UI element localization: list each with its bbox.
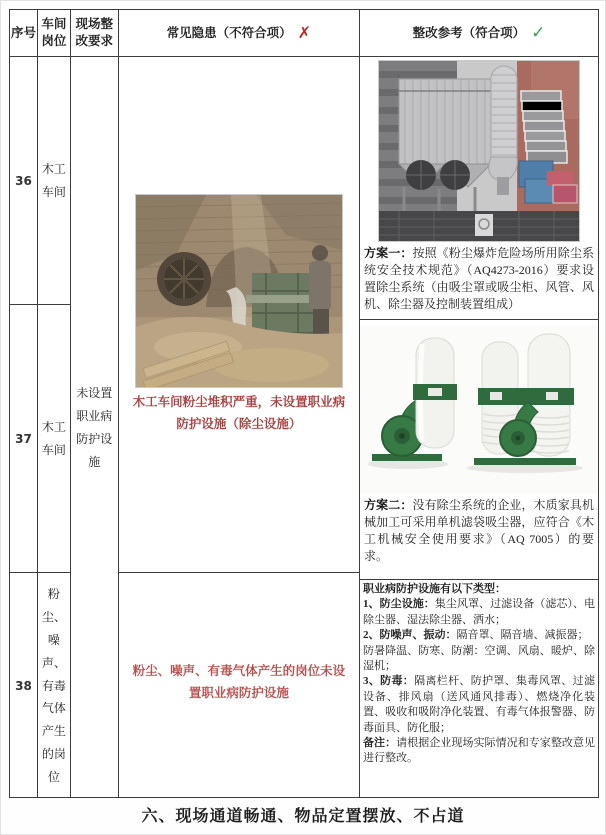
hazard-caption-36-37: 木工车间粉尘堆积严重，未设置职业病防护设施（除尘设施）	[132, 395, 346, 431]
hazard-cell-36-37	[119, 57, 359, 573]
header-reference-label: 整改参考（符合项）	[412, 25, 526, 40]
dust-collection-system-photo-graphic	[379, 61, 579, 241]
plan2-text	[360, 494, 598, 565]
types-note: 备注：请根据企业现场实际情况和专家整改意见进行整改。	[363, 736, 596, 765]
types-item-dust: 1、防尘设施：集尘风罩、过滤设备（滤芯）、电除尘器、湿法除尘器、洒水；	[363, 598, 596, 626]
hazard-caption-38: 粉尘、噪声、有毒气体产生的岗位未设置职业病防护设施	[132, 664, 346, 700]
pass-check-icon: ✓	[531, 22, 546, 43]
dusty-workshop-photo	[135, 194, 343, 388]
types-item-noise: 2、防噪声、振动：隔音罩、隔音墙、减振器；	[363, 629, 589, 642]
plan2-body: 没有除尘系统的企业，木质家具机械加工可采用单机滤袋吸尘器，应符合《木工机械安全使用要求》（AQ 7005）的要求。	[364, 498, 594, 564]
dusty-workshop-photo-graphic	[136, 195, 342, 387]
hazard-cell-38	[119, 573, 359, 792]
row37-serial: 37	[15, 431, 32, 446]
requirement-merged-text: 未设置职业病防护设施	[76, 386, 113, 469]
header-hazards-label: 常见隐患（不符合项）	[166, 25, 292, 40]
column-workshop	[37, 10, 70, 797]
column-serial	[10, 10, 37, 797]
column-hazards	[118, 10, 359, 797]
row37-workshop: 木工车间	[41, 419, 66, 457]
inspection-table	[9, 9, 599, 798]
reference-cell-38	[360, 580, 598, 799]
column-reference	[359, 10, 598, 797]
header-requirement: 现场整改要求	[71, 10, 118, 57]
header-serial: 序号	[10, 10, 37, 57]
row38-serial: 38	[15, 679, 32, 693]
header-workshop: 车间岗位	[38, 10, 70, 57]
types-item-poison: 3、防毒：隔离栏杆、防护罩、集毒风罩、过滤设备、排风扇（送风通风排毒）、燃烧净化装置、吸收和吸附净化装置、有毒气体报警器、防毒面具、防化服；	[363, 675, 595, 734]
reference-cell-36	[360, 57, 598, 320]
plan1-label: 方案一：	[364, 246, 413, 260]
row38-workshop: 粉尘、噪声、有毒气体产生的岗位	[41, 587, 66, 784]
column-requirement	[70, 10, 118, 797]
plan1-body: 按照《粉尘爆炸危险场所用除尘系统安全技术规范》（AQ4273-2016）要求设置除尘系统（由吸尘罩或吸尘柜、风管、风机、除尘器及控制装置组成）	[364, 246, 594, 312]
types-title: 职业病防护设施有以下类型：	[363, 583, 506, 595]
header-hazards	[119, 10, 359, 57]
plan2-label: 方案二：	[364, 498, 413, 512]
row36-workshop: 木工车间	[41, 161, 66, 199]
types-item-heat: 防暑降温、防寒、防潮：空调、风扇、暖炉、除湿机；	[363, 644, 595, 672]
reference-cell-37	[360, 320, 598, 580]
section-footer-title: 六、现场通道畅通、物品定置摆放、不占道	[141, 808, 465, 825]
header-reference	[360, 10, 598, 57]
fail-x-icon: ✗	[297, 23, 312, 43]
types-list	[360, 580, 598, 769]
row36-serial: 36	[15, 173, 32, 188]
plan1-text	[360, 242, 598, 313]
bag-filter-units-photo-graphic	[360, 326, 598, 494]
dust-collection-system-photo	[378, 60, 580, 242]
bag-filter-units-photo	[360, 326, 598, 494]
